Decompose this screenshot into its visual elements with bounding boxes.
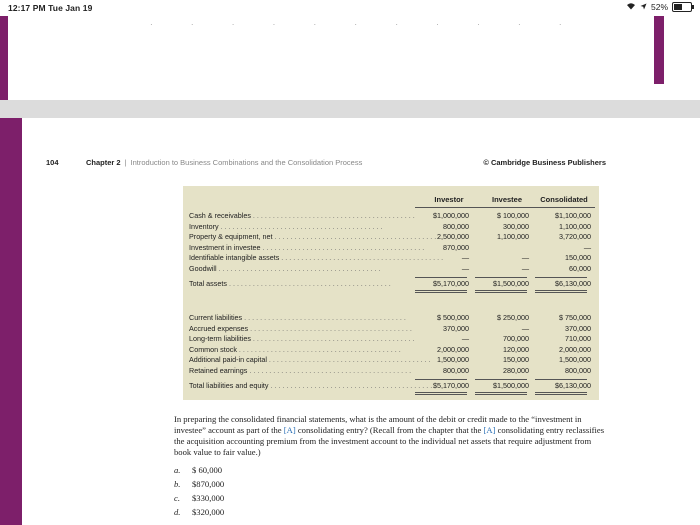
- row-label-text: Inventory: [189, 221, 219, 231]
- total-rule: [535, 379, 587, 380]
- liability-row: [189, 366, 593, 376]
- wifi-icon: [626, 2, 636, 12]
- row-label-text: Long-term liabilities: [189, 334, 251, 343]
- total-rule: [415, 394, 467, 395]
- cell-consolidated: $1,100,000: [555, 211, 591, 220]
- cell-investor: $1,000,000: [433, 211, 469, 220]
- leader-dots: . . . . . . . . . . . . . . . . . . . . . . . . . . . . . . . . . . . . . . . . .: [218, 221, 383, 231]
- option-d[interactable]: [174, 505, 224, 519]
- liability-row: [189, 313, 593, 323]
- leader-dots: . . . . . . . . . . . . . . . . . . . . . . . . . . . . . . . . . . . . . . . . .: [250, 211, 415, 220]
- cell-investee: 150,000: [503, 355, 529, 364]
- page-fragment-marks: · · · · · · · · · · ·: [150, 20, 580, 29]
- cell-investor: 870,000: [443, 242, 469, 252]
- cell-consolidated: $ 750,000: [559, 313, 591, 322]
- row-label: [189, 279, 415, 289]
- battery-fill: [674, 4, 682, 10]
- cell-consolidated: 2,000,000: [559, 344, 591, 354]
- total-assets-row: [189, 279, 593, 289]
- total-rule: [535, 290, 587, 291]
- cell-investor: 1,500,000: [437, 355, 469, 364]
- battery-icon: [672, 2, 692, 12]
- option-letter: a.: [174, 465, 181, 475]
- cell-consolidated: —: [583, 242, 591, 252]
- row-label: [189, 313, 415, 323]
- cell-investee: 700,000: [503, 334, 529, 343]
- total-liabilities-row: [189, 381, 593, 391]
- liability-row: [189, 334, 593, 344]
- leader-dots: . . . . . . . . . . . . . . . . . . . . . . . . . . . . . . . . . . . . . . . . .: [268, 381, 433, 390]
- asset-row: [189, 243, 593, 253]
- total-rule: [535, 277, 587, 278]
- cell-consolidated: $6,130,000: [555, 279, 591, 288]
- cell-consolidated: 800,000: [565, 365, 591, 375]
- cell-investor: —: [461, 334, 469, 343]
- total-rule: [415, 290, 467, 291]
- row-label: [189, 381, 433, 391]
- total-rule: [475, 394, 527, 395]
- entry-ref: [A]: [283, 425, 296, 435]
- page-gap: [0, 100, 700, 118]
- leader-dots: . . . . . . . . . . . . . . . . . . . . . . . . . . . . . . . . . . . . . . . . .: [272, 232, 437, 241]
- cell-investor: —: [461, 263, 469, 273]
- cell-investee: —: [521, 253, 529, 262]
- total-rule: [475, 292, 527, 293]
- status-bar: [0, 0, 700, 16]
- row-label: [189, 324, 415, 334]
- total-rule: [535, 394, 587, 395]
- liability-row: [189, 355, 593, 365]
- option-text: $870,000: [192, 479, 225, 489]
- row-label-text: Investment in investee: [189, 242, 261, 252]
- answer-options: [174, 463, 224, 519]
- page-header: [46, 158, 606, 167]
- cell-consolidated: 1,100,000: [559, 221, 591, 231]
- col-consolidated: Consolidated: [540, 195, 588, 204]
- option-letter: d.: [174, 507, 181, 517]
- battery-percent: 52%: [650, 2, 668, 12]
- row-label-text: Accrued expenses: [189, 323, 249, 333]
- cell-investee: 300,000: [503, 221, 529, 231]
- cell-consolidated: 150,000: [565, 253, 591, 262]
- leader-dots: . . . . . . . . . . . . . . . . . . . . . . . . . . . . . . . . . . . . . . . . .: [226, 279, 391, 288]
- leader-dots: . . . . . . . . . . . . . . . . . . . . . . . . . . . . . . . . . . . . . . . . .: [260, 242, 425, 252]
- cell-investor: 800,000: [443, 221, 469, 231]
- cell-consolidated: 1,500,000: [559, 355, 591, 364]
- option-text: $320,000: [192, 507, 225, 517]
- location-icon: [640, 2, 647, 12]
- cell-investee: $ 250,000: [497, 313, 529, 322]
- cell-investee: 280,000: [503, 365, 529, 375]
- total-rule: [475, 379, 527, 380]
- total-rule: [415, 379, 467, 380]
- cell-investee: 1,100,000: [497, 232, 529, 241]
- cell-investee: $1,500,000: [493, 381, 529, 390]
- cell-investor: $ 500,000: [437, 313, 469, 322]
- cell-consolidated: 3,720,000: [559, 232, 591, 241]
- cell-investee: $1,500,000: [493, 279, 529, 288]
- cell-consolidated: 60,000: [569, 263, 591, 273]
- cell-investee: 120,000: [503, 344, 529, 354]
- row-label: [189, 355, 431, 365]
- cell-consolidated: 370,000: [565, 323, 591, 333]
- row-label: [189, 334, 415, 344]
- option-c[interactable]: [174, 491, 224, 505]
- entry-ref: [A]: [483, 425, 496, 435]
- row-label-text: Identifiable intangible assets: [189, 253, 280, 262]
- row-label: [189, 232, 437, 242]
- option-a[interactable]: [174, 463, 224, 477]
- option-letter: b.: [174, 479, 181, 489]
- leader-dots: . . . . . . . . . . . . . . . . . . . . . . . . . . . . . . . . . . . . . . . . .: [279, 253, 444, 262]
- cell-consolidated: $6,130,000: [555, 381, 591, 390]
- asset-row: [189, 264, 593, 274]
- row-label-text: Total liabilities and equity: [189, 381, 269, 390]
- leader-dots: . . . . . . . . . . . . . . . . . . . . . . . . . . . . . . . . . . . . . . . . .: [236, 344, 401, 354]
- total-rule: [415, 277, 467, 278]
- header-rule: [415, 207, 595, 208]
- textbook-page[interactable]: [0, 118, 700, 525]
- row-label-text: Current liabilities: [189, 313, 243, 322]
- cell-investor: 2,500,000: [437, 232, 469, 241]
- row-label: [189, 345, 415, 355]
- leader-dots: . . . . . . . . . . . . . . . . . . . . . . . . . . . . . . . . . . . . . . . . .: [250, 334, 415, 343]
- option-b[interactable]: [174, 477, 224, 491]
- col-investee: Investee: [491, 195, 523, 204]
- cell-investor: $5,170,000: [433, 381, 469, 390]
- header-separator: |: [124, 158, 127, 167]
- row-label-text: Common stock: [189, 344, 237, 354]
- cell-investor: 2,000,000: [437, 344, 469, 354]
- col-investor: Investor: [434, 195, 464, 204]
- total-rule: [475, 392, 527, 393]
- leader-dots: . . . . . . . . . . . . . . . . . . . . . . . . . . . . . . . . . . . . . . . . .: [247, 365, 412, 375]
- asset-row: [189, 211, 593, 221]
- chapter-label: Chapter 2: [86, 158, 121, 167]
- status-right: [626, 2, 692, 12]
- row-label-text: Retained earnings: [189, 365, 248, 375]
- row-label-text: Additional paid-in capital: [189, 355, 267, 364]
- liability-row: [189, 345, 593, 355]
- row-label-text: Total assets: [189, 279, 227, 288]
- page-edge-bar: [0, 118, 22, 525]
- row-label-text: Goodwill: [189, 263, 217, 273]
- option-text: $330,000: [192, 493, 225, 503]
- question-part: consolidating entry? (Recall from the chapter that the: [295, 425, 484, 435]
- question-part: In preparing the consolidated financial statements, what is the amount of the debit or credit made to the “investment in investee” account as part of the: [174, 414, 582, 435]
- asset-row: [189, 232, 593, 242]
- previous-page-fragment[interactable]: [0, 16, 700, 100]
- cell-investor: 370,000: [443, 323, 469, 333]
- question-part: consolidating entry reclassifies the acquisition accounting premium from the investment account to the individual net assets that require adjustment from book value to fair value.): [174, 425, 605, 457]
- row-label: [189, 222, 415, 232]
- cell-investor: $5,170,000: [433, 279, 469, 288]
- question-text: [174, 414, 610, 458]
- total-rule: [535, 292, 587, 293]
- leader-dots: . . . . . . . . . . . . . . . . . . . . . . . . . . . . . . . . . . . . . . . . .: [266, 355, 431, 364]
- total-rule: [475, 290, 527, 291]
- row-label-text: Property & equipment, net: [189, 232, 273, 241]
- leader-dots: . . . . . . . . . . . . . . . . . . . . . . . . . . . . . . . . . . . . . . . . .: [216, 263, 381, 273]
- cell-consolidated: 710,000: [565, 334, 591, 343]
- publisher: © Cambridge Business Publishers: [483, 158, 606, 167]
- row-label: [189, 264, 415, 274]
- row-label: [189, 253, 444, 263]
- option-text: $ 60,000: [192, 465, 223, 475]
- chapter-title: Introduction to Business Combinations and the Consolidation Process: [130, 158, 363, 167]
- row-label: [189, 211, 415, 221]
- cell-investee: —: [521, 263, 529, 273]
- cell-investee: $ 100,000: [497, 211, 529, 220]
- total-rule: [415, 392, 467, 393]
- page-number: 104: [46, 158, 59, 167]
- asset-row: [189, 253, 593, 263]
- cell-investor: —: [461, 253, 469, 262]
- leader-dots: . . . . . . . . . . . . . . . . . . . . . . . . . . . . . . . . . . . . . . . . .: [248, 323, 412, 333]
- asset-row: [189, 222, 593, 232]
- status-time: 12:17 PM Tue Jan 19: [8, 3, 93, 13]
- row-label-text: Cash & receivables: [189, 211, 251, 220]
- total-rule: [475, 277, 527, 278]
- thumb-tab: [654, 16, 664, 84]
- page-edge-bar: [0, 16, 8, 100]
- row-label: [189, 366, 415, 376]
- liability-row: [189, 324, 593, 334]
- total-rule: [535, 392, 587, 393]
- total-rule: [415, 292, 467, 293]
- row-label: [189, 242, 425, 253]
- financial-table: [183, 186, 599, 400]
- cell-investor: 800,000: [443, 365, 469, 375]
- cell-investee: —: [521, 323, 529, 333]
- leader-dots: . . . . . . . . . . . . . . . . . . . . . . . . . . . . . . . . . . . . . . . . .: [242, 313, 406, 322]
- option-letter: c.: [174, 493, 180, 503]
